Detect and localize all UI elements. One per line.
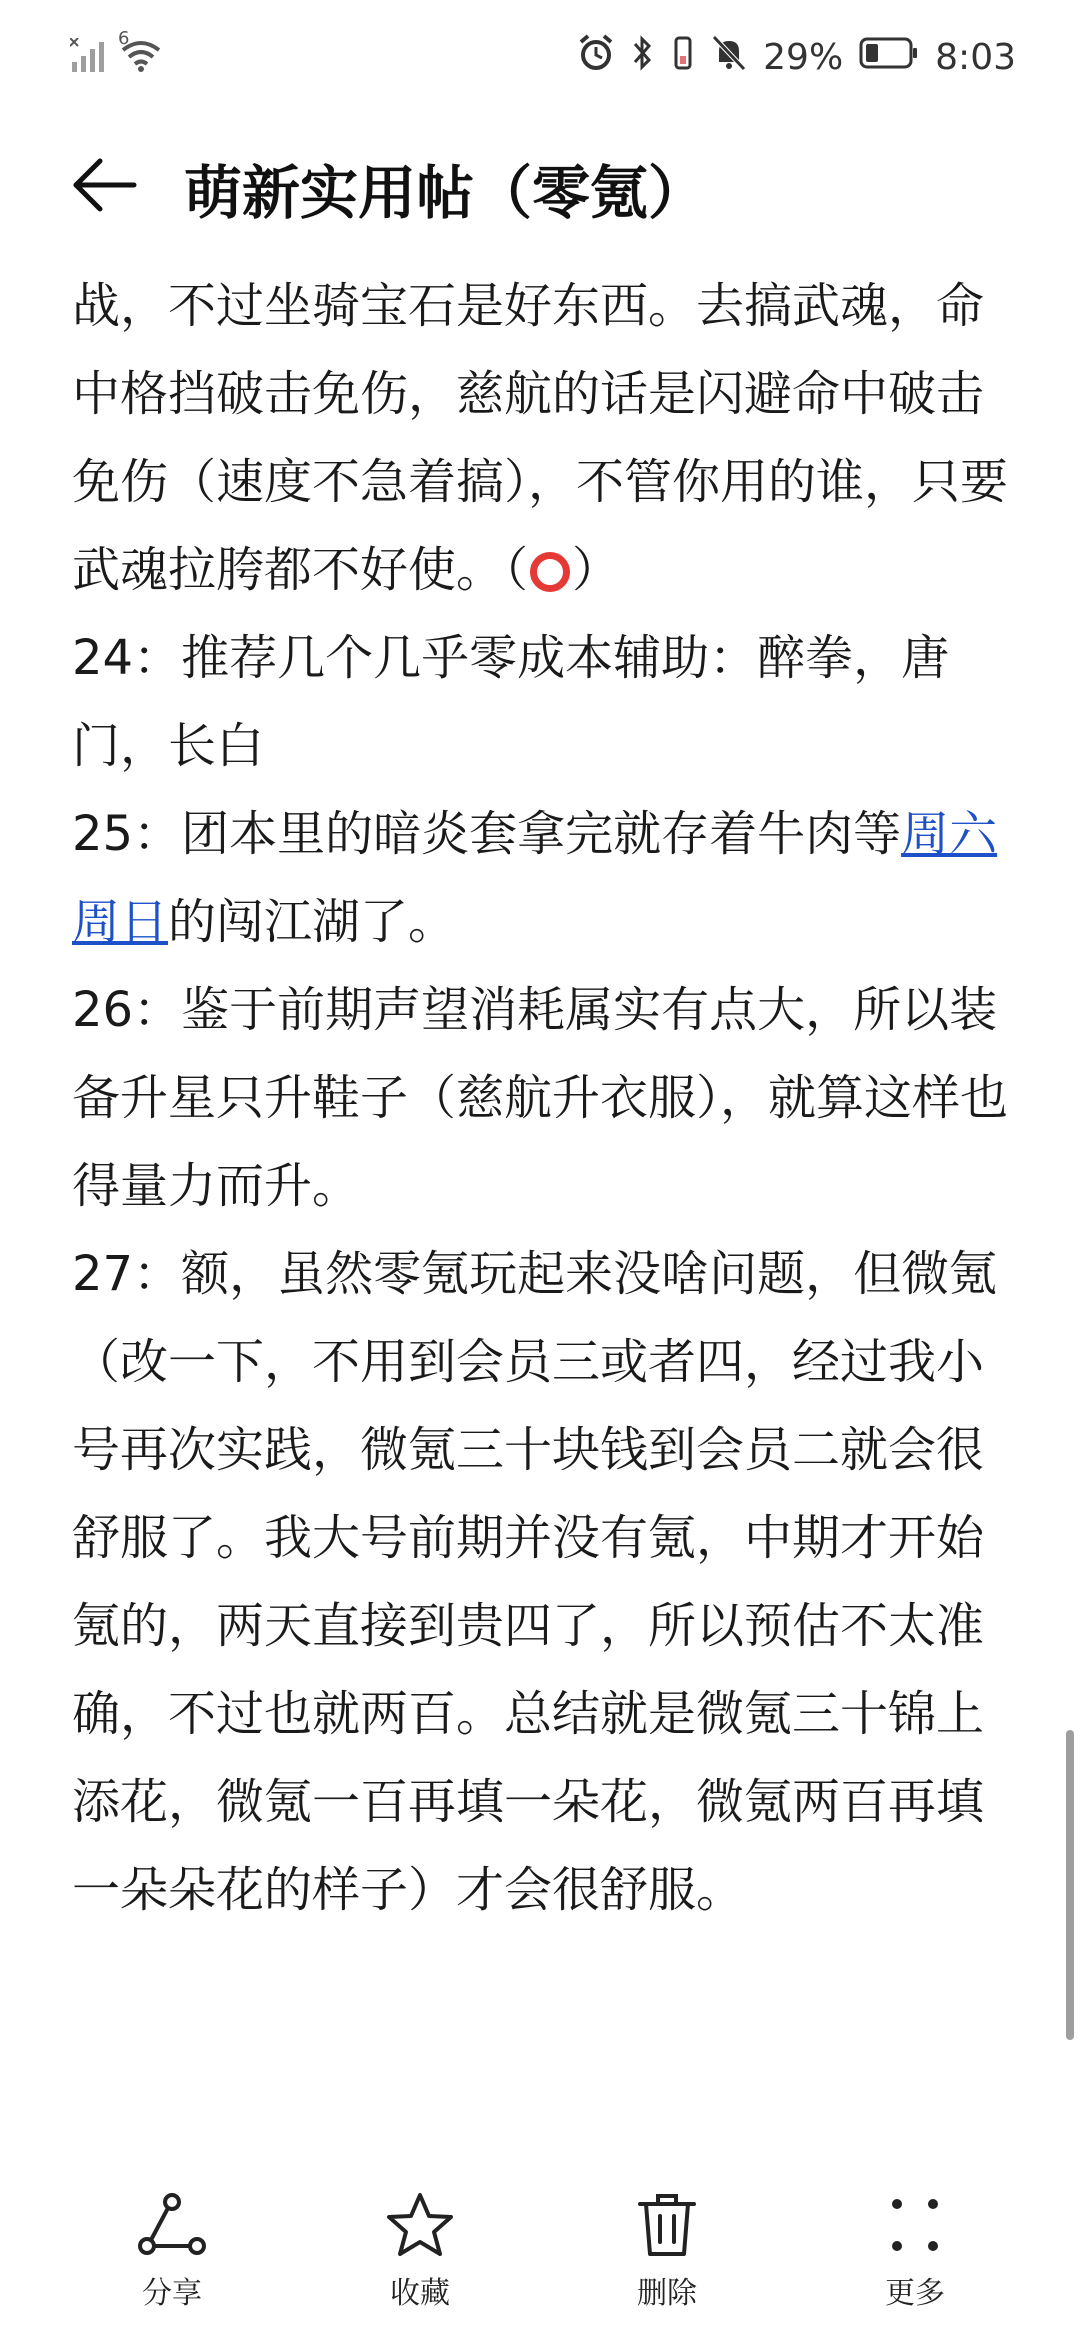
star-icon: [385, 2190, 455, 2260]
wifi-icon: [118, 28, 162, 76]
clock-time: 8:03: [935, 37, 1016, 78]
signal-icon: [70, 38, 110, 76]
trash-icon: [632, 2190, 702, 2260]
delete-label: 删除: [637, 2276, 697, 2311]
more-dots-icon: [880, 2190, 950, 2260]
paragraph-26: 26：鉴于前期声望消耗属实有点大，所以装备升星只升鞋子（慈航升衣服），就算这样也得量力而升。: [72, 982, 1009, 1214]
status-right: [577, 34, 1016, 81]
wifi-superscript: 6: [118, 28, 130, 49]
scrollbar[interactable]: [1066, 1730, 1074, 2040]
more-button[interactable]: [835, 2190, 995, 2320]
red-circle-emoji-icon: [530, 552, 570, 592]
paragraph-25: [72, 790, 1012, 966]
header: [0, 130, 1080, 240]
battery-icon: [859, 36, 919, 79]
battery-percent: 29%: [763, 37, 844, 78]
paragraph-text: 25：团本里的暗炎套拿完就存着牛肉等: [72, 806, 902, 862]
paragraph-text-close: ）: [572, 542, 621, 598]
bluetooth-icon: [631, 34, 655, 81]
mute-bell-icon: [711, 34, 747, 81]
arrow-left-icon: [70, 155, 140, 215]
status-left: [70, 28, 162, 76]
favorite-button[interactable]: [340, 2190, 500, 2320]
status-bar: [0, 0, 1080, 120]
vibrate-icon: [671, 34, 695, 81]
paragraph-23-continued: [72, 262, 1012, 614]
delete-button[interactable]: [587, 2190, 747, 2320]
favorite-label: 收藏: [390, 2276, 450, 2311]
more-label: 更多: [885, 2276, 945, 2311]
back-button[interactable]: [70, 155, 140, 215]
weekend-link[interactable]: 周六周日: [72, 806, 998, 950]
share-button[interactable]: [92, 2190, 252, 2320]
share-label: 分享: [142, 2276, 202, 2311]
share-icon: [137, 2190, 207, 2260]
paragraph-27: 27：额，虽然零氪玩起来没啥问题，但微氪（改一下，不用到会员三或者四，经过我小号再次实践，微氪三十块钱到会员二就会很舒服了。我大号前期并没有氪，中期才开始氪的，两天直接到贵四了，所以预估不太准确，不过也就两百。总结就是微氪三十锦上添花，微氪一百再填一朵花，微氪两百再填一朵朵花的样子）才会很舒服。: [72, 1246, 998, 1918]
page-title: 萌新实用帖（零氪）: [184, 159, 707, 227]
paragraph-text: 的闯江湖了。: [168, 894, 457, 950]
bottom-toolbar: [0, 2160, 1080, 2340]
alarm-icon: [577, 34, 615, 81]
paragraph-24: 24：推荐几个几乎零成本辅助：醉拳，唐门，长白: [72, 630, 950, 774]
paragraph-text: 战，不过坐骑宝石是好东西。去搞武魂，命中格挡破击免伤，慈航的话是闪避命中破击免伤（速度不急着搞），不管你用的谁，只要武魂拉胯都不好使。（: [72, 278, 1009, 598]
post-content: [72, 262, 1012, 1934]
